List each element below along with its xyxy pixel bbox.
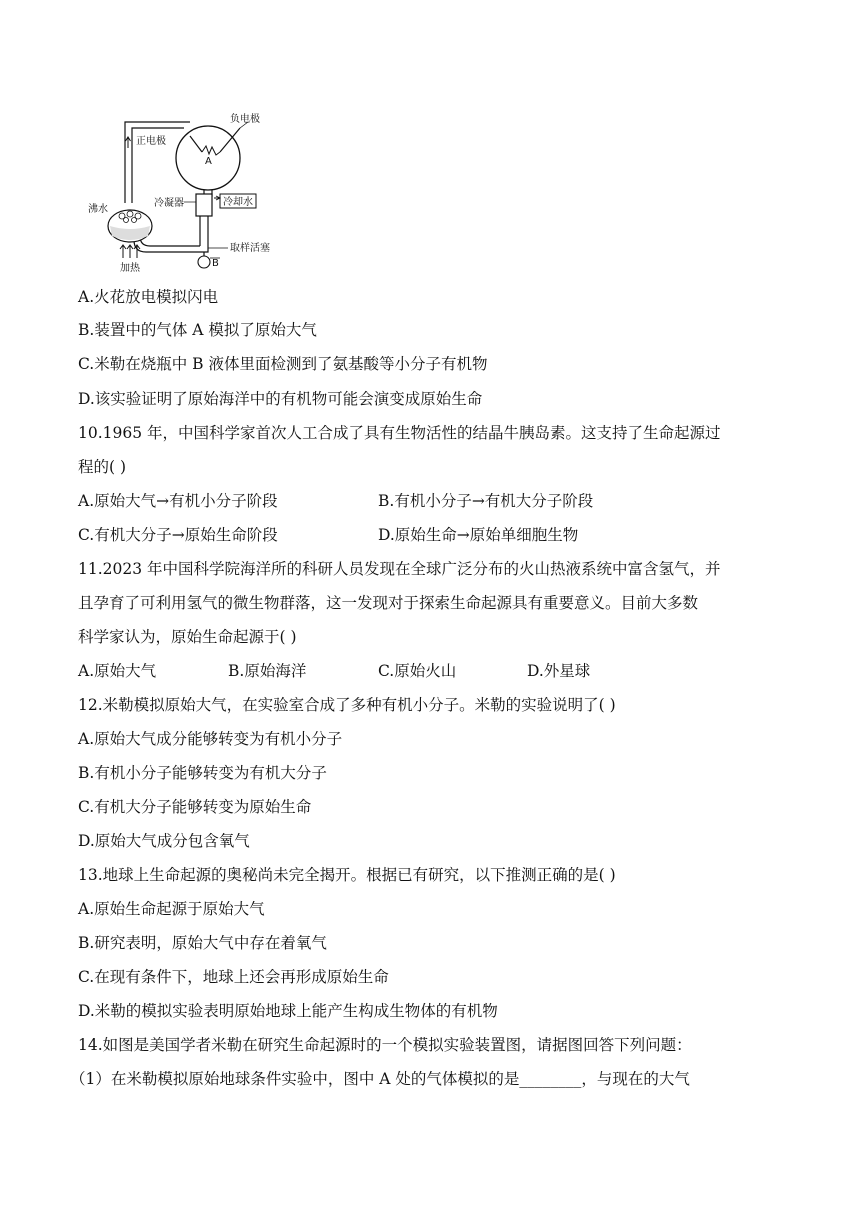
q9-option-c: C.米勒在烧瓶中 B 液体里面检测到了氨基酸等小分子有机物 (78, 355, 488, 373)
q11-option-b: B.原始海洋 (228, 662, 307, 680)
label-gas-a: A (205, 156, 212, 167)
q12-stem: 12.米勒模拟原始大气，在实验室合成了多种有机小分子。米勒的实验说明了( ) (78, 696, 616, 714)
q10-stem-line1: 10.1965 年，中国科学家首次人工合成了具有生物活性的结晶牛胰岛素。这支持了生命起源过 (78, 424, 721, 442)
q9-option-b: B.装置中的气体 A 模拟了原始大气 (78, 321, 317, 339)
label-neg-electrode: 负电极 (230, 114, 260, 125)
label-flask-b: B (212, 258, 219, 269)
q9-option-a: A.火花放电模拟闪电 (78, 288, 219, 306)
q10-option-a: A.原始大气→有机小分子阶段 (78, 492, 278, 510)
q14-sub1: （1）在米勒模拟原始地球条件实验中，图中 A 处的气体模拟的是________，与现在的大气 (70, 1070, 690, 1088)
q11-stem-line1: 11.2023 年中国科学院海洋所的科研人员发现在全球广泛分布的火山热液系统中富含氢气，并 (78, 560, 721, 578)
label-boiling-water: 沸水 (88, 204, 108, 215)
label-heating: 加热 (120, 263, 140, 274)
q9-option-d: D.该实验证明了原始海洋中的有机物可能会演变成原始生命 (78, 390, 483, 408)
q10-option-b: B.有机小分子→有机大分子阶段 (378, 492, 594, 510)
label-sampling-valve: 取样活塞 (230, 243, 270, 254)
q10-stem-line2: 程的( ) (78, 458, 127, 476)
q11-option-c: C.原始火山 (378, 662, 457, 680)
label-condenser: 冷凝器 (154, 198, 184, 209)
q12-option-a: A.原始大气成分能够转变为有机小分子 (78, 730, 343, 748)
q13-option-d: D.米勒的模拟实验表明原始地球上能产生构成生物体的有机物 (78, 1002, 498, 1020)
q11-option-a: A.原始大气 (78, 662, 157, 680)
q12-option-b: B.有机小分子能够转变为有机大分子 (78, 764, 327, 782)
q10-option-c: C.有机大分子→原始生命阶段 (78, 526, 278, 544)
q10-option-d: D.原始生命→原始单细胞生物 (378, 526, 579, 544)
q13-stem: 13.地球上生命起源的奥秘尚未完全揭开。根据已有研究，以下推测正确的是( ) (78, 866, 616, 884)
q11-stem-line3: 科学家认为，原始生命起源于( ) (78, 628, 297, 646)
q13-option-a: A.原始生命起源于原始大气 (78, 900, 265, 918)
q13-option-c: C.在现有条件下，地球上还会再形成原始生命 (78, 968, 389, 986)
q12-option-c: C.有机大分子能够转变为原始生命 (78, 798, 312, 816)
q11-stem-line2: 且孕育了可利用氢气的微生物群落，这一发现对于探索生命起源具有重要意义。目前大多数 (78, 594, 699, 612)
apparatus-diagram (80, 108, 280, 278)
q13-option-b: B.研究表明，原始大气中存在着氧气 (78, 934, 327, 952)
q14-stem: 14.如图是美国学者米勒在研究生命起源时的一个模拟实验装置图，请据图回答下列问题： (78, 1036, 692, 1054)
label-pos-electrode: 正电极 (136, 136, 166, 147)
q12-option-d: D.原始大气成分包含氧气 (78, 832, 250, 850)
label-cooling-water: 冷却水 (223, 197, 253, 208)
q11-option-d: D.外星球 (527, 662, 591, 680)
miller-apparatus-figure (80, 108, 280, 278)
